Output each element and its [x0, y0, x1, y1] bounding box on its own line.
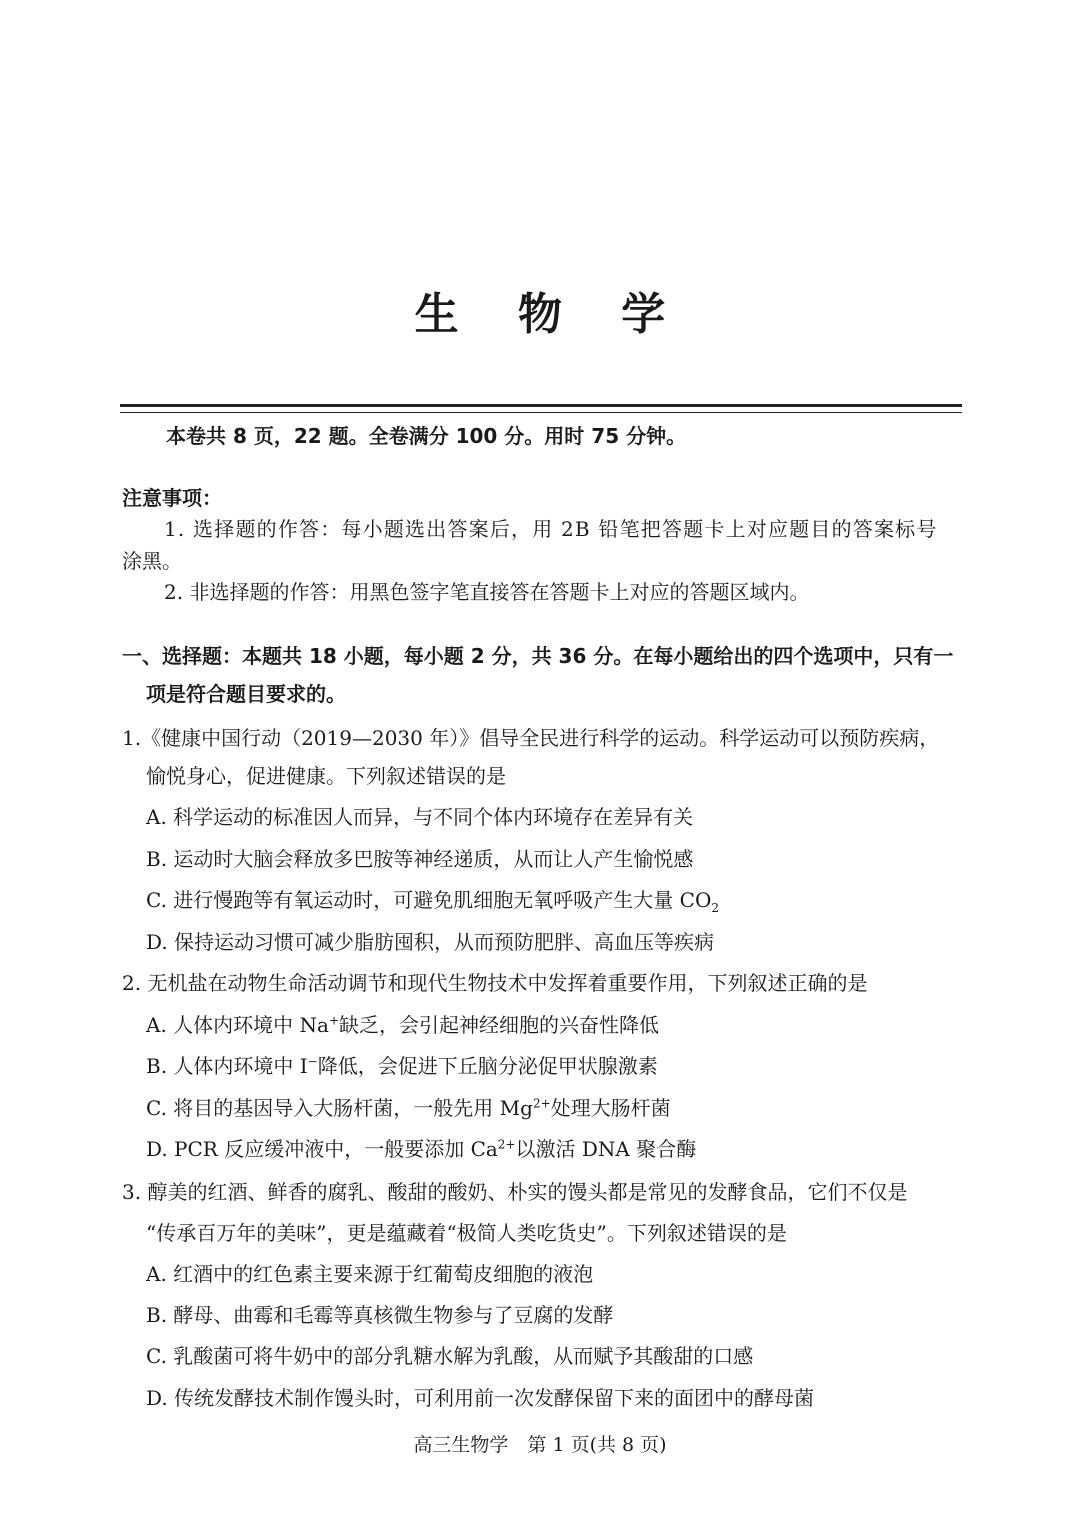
q2-option-a: A. 人体内环境中 Na+缺乏，会引起神经细胞的兴奋性降低: [146, 1013, 660, 1037]
header-rule-thick: [120, 404, 962, 407]
exam-intro: 本卷共 8 页，22 题。全卷满分 100 分。用时 75 分钟。: [166, 424, 687, 448]
q3-stem-cont: “传承百万年的美味”，更是蕴藏着“极简人类吃货史”。下列叙述错误的是: [146, 1221, 787, 1245]
page-footer: 高三生物学 第 1 页(共 8 页): [413, 1434, 667, 1456]
header-rule-thin: [120, 412, 962, 413]
q1-option-a: A. 科学运动的标准因人而异，与不同个体内环境存在差异有关: [146, 805, 694, 829]
q2-option-d: D. PCR 反应缓冲液中，一般要添加 $Ca^{2+}$以激活 DNA 聚合酶: [146, 1137, 697, 1161]
q2-option-c: C. 将目的基因导入大肠杆菌，一般先用 $Mg^{2+}$处理大肠杆菌: [146, 1096, 671, 1120]
notice-heading: 注意事项：: [122, 486, 222, 510]
q1-option-b: B. 运动时大脑会释放多巴胺等神经递质，从而让人产生愉悦感: [146, 847, 694, 871]
q3-option-c: C. 乳酸菌可将牛奶中的部分乳糖水解为乳酸，从而赋予其酸甜的口感: [146, 1344, 754, 1368]
q1-option-c: C. 进行慢跑等有氧运动时，可避免肌细胞无氧呼吸产生大量 $CO_2$: [146, 888, 720, 915]
notice-item-1-cont: 涂黑。: [122, 549, 182, 573]
q1-option-d: D. 保持运动习惯可减少脂肪囤积，从而预防肥胖、高血压等疾病: [146, 930, 715, 954]
q3-stem: 3. 醇美的红酒、鲜香的腐乳、酸甜的酸奶、朴实的馒头都是常见的发酵食品，它们不仅是: [122, 1180, 908, 1204]
notice-item-2: 2. 非选择题的作答：用黑色签字笔直接答在答题卡上对应的答题区域内。: [164, 580, 810, 604]
q2-option-b: B. 人体内环境中 I−降低，会促进下丘脑分泌促甲状腺激素: [146, 1054, 658, 1078]
q3-option-b: B. 酵母、曲霉和毛霉等真核微生物参与了豆腐的发酵: [146, 1303, 614, 1327]
section-heading: 一、选择题：本题共 18 小题，每小题 2 分，共 36 分。在每小题给出的四个选项中，只有一: [122, 644, 954, 668]
section-heading-cont: 项是符合题目要求的。: [146, 682, 346, 706]
q3-option-d: D. 传统发酵技术制作馒头时，可利用前一次发酵保留下来的面团中的酵母菌: [146, 1386, 815, 1410]
q3-option-a: A. 红酒中的红色素主要来源于红葡萄皮细胞的液泡: [146, 1262, 594, 1286]
notice-item-1: 1. 选择题的作答：每小题选出答案后，用 2B 铅笔把答题卡上对应题目的答案标号: [164, 517, 938, 541]
q1-stem-cont: 愉悦身心，促进健康。下列叙述错误的是: [146, 764, 506, 788]
q2-stem: 2. 无机盐在动物生命活动调节和现代生物技术中发挥着重要作用，下列叙述正确的是: [122, 971, 868, 995]
page-title: 生 物 学: [414, 289, 688, 340]
q1-stem: 1.《健康中国行动（2019—2030 年）》倡导全民进行科学的运动。科学运动可以预防疾病，: [122, 726, 940, 750]
